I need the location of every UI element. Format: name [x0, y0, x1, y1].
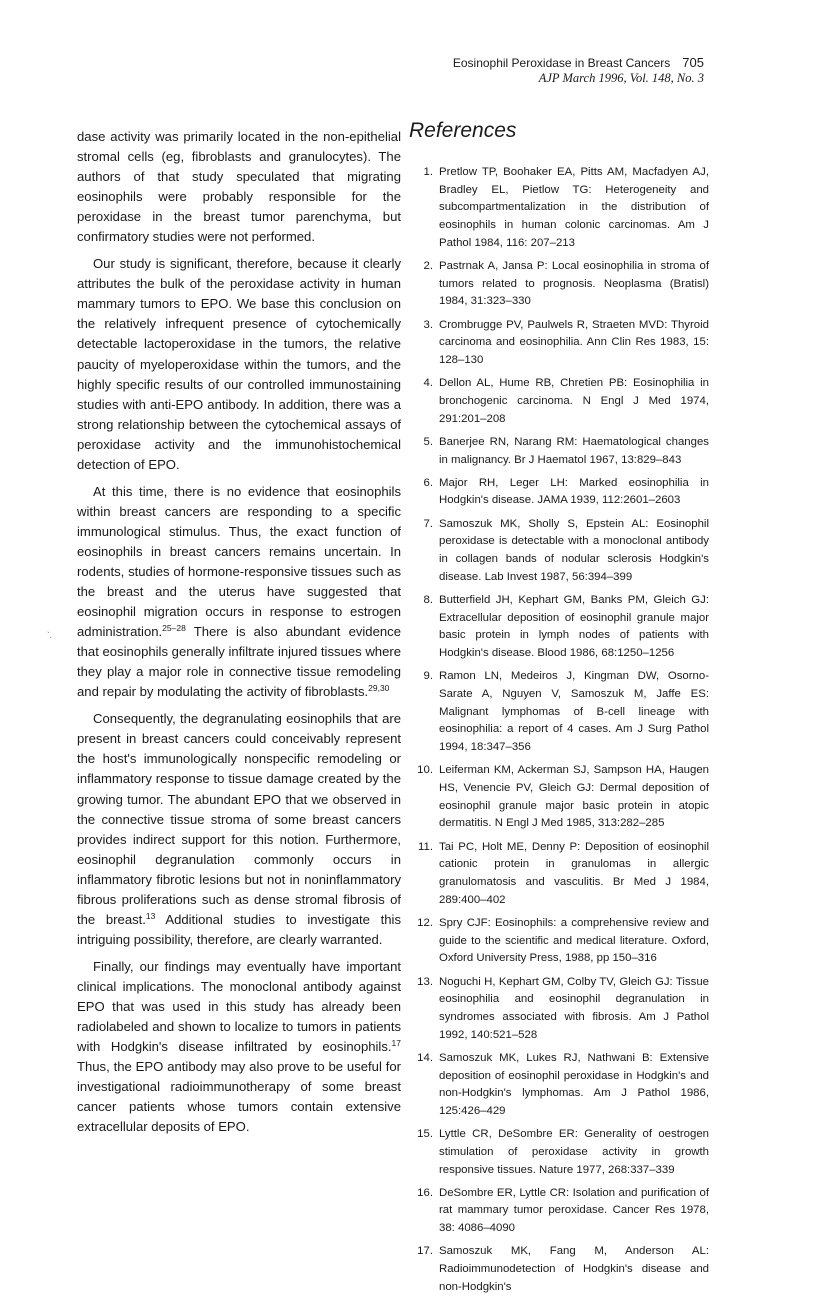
reference-item	[409, 258, 709, 311]
margin-mark: `.	[47, 631, 52, 640]
reference-text: Spry CJF: Eosinophils: a comprehensive review and guide to the scientific and medical literature. Oxford, Oxford University Press, 1988, pp 150–316	[439, 916, 709, 965]
citation-superscript: 13	[145, 910, 156, 921]
reference-text: Tai PC, Holt ME, Denny P: Deposition of eosinophil cationic protein in granulomas in allergic granulomatosis and vasculitis. Br Med J 1984, 289:400–402	[439, 840, 709, 906]
reference-number: 1.	[423, 166, 433, 178]
reference-number: 16.	[417, 1186, 433, 1199]
reference-item	[409, 839, 709, 910]
reference-number: 6.	[423, 476, 433, 489]
reference-number: 4.	[423, 377, 433, 390]
header-title-row	[284, 55, 704, 71]
reference-item	[409, 915, 709, 968]
reference-item	[409, 375, 709, 428]
reference-number: 7.	[423, 517, 433, 530]
reference-item	[409, 475, 709, 510]
reference-item	[409, 1243, 709, 1296]
reference-item	[409, 974, 709, 1045]
reference-item	[409, 1185, 709, 1238]
reference-number: 17.	[417, 1245, 433, 1258]
reference-item	[409, 164, 709, 253]
reference-item	[409, 668, 709, 757]
reference-list	[409, 164, 709, 1296]
paragraph: Finally, our findings may eventually have important clinical implications. The monoclonal antibody against EPO that was used in this study has already been radiolabeled and shown to localize to tumors in patients with Hodgkin's disease infiltrated by eosinophils.$^{17}$ Thus, the EPO antibody may also prove to be useful for investigational radioimmunotherapy of some breast cancer patients whose tumors contain extensive extracellular deposits of EPO.	[77, 958, 401, 1135]
reference-number: 5.	[423, 435, 433, 448]
reference-number: 14.	[417, 1051, 433, 1064]
reference-text: Banerjee RN, Narang RM: Haematological changes in malignancy. Br J Haematol 1967, 13:829–843	[439, 435, 709, 466]
page-number: 705	[682, 55, 704, 70]
reference-item	[409, 516, 709, 587]
reference-text: Samoszuk MK, Sholly S, Epstein AL: Eosinophil peroxidase is detectable with a monoclonal antibody in collagen bands of nodular sclerosis Hodgkin's disease. Lab Invest 1987, 56:394–399	[439, 517, 709, 583]
running-title: Eosinophil Peroxidase in Breast Cancers	[452, 56, 671, 70]
reference-text: Pastrnak A, Jansa P: Local eosinophilia in stroma of tumors related to prognosis. Neoplasma (Bratisl) 1984, 31:323–330	[439, 260, 709, 308]
reference-text: Noguchi H, Kephart GM, Colby TV, Gleich GJ: Tissue eosinophilia and eosinophil degranulation in syndromes associated with fibrosis. Am J Pathol 1992, 140:521–528	[439, 975, 709, 1041]
reference-text: Samoszuk MK, Lukes RJ, Nathwani B: Extensive deposition of eosinophil peroxidase in Hodgkin's and non-Hodgkin's lymphomas. Am J Pathol 1986, 125:426–429	[439, 1051, 709, 1117]
reference-item	[409, 592, 709, 663]
reference-text: Crombrugge PV, Paulwels R, Straeten MVD: Thyroid carcinoma and eosinophilia. Ann Clin Res 1983, 15: 128–130	[439, 318, 709, 367]
reference-text: Leiferman KM, Ackerman SJ, Sampson HA, Haugen HS, Venencie PV, Gleich GJ: Dermal deposition of eosinophil granule major basic protein in atopic dermatitis. N Engl J Med 1985, 313:282–285	[439, 764, 709, 830]
reference-number: 15.	[417, 1128, 433, 1141]
reference-item	[409, 1126, 709, 1179]
references-heading: References	[409, 119, 517, 142]
reference-item	[409, 762, 709, 833]
reference-number: 3.	[423, 318, 433, 331]
citation-superscript: 29,30	[368, 683, 390, 694]
reference-number: 9.	[423, 670, 433, 683]
reference-text: Pretlow TP, Boohaker EA, Pitts AM, Macfadyen AJ, Bradley EL, Pietlow TG: Heterogeneity and subcompartmentalization in the distribution of eosinophils in human colonic carcinomas. Am J Pathol 1984, 116: 207–213	[439, 166, 709, 249]
reference-text: Major RH, Leger LH: Marked eosinophilia in Hodgkin's disease. JAMA 1939, 112:2601–2603	[439, 476, 709, 507]
paragraph: At this time, there is no evidence that eosinophils within breast cancers are responding to a specific immunological stimulus. Thus, the exact function of eosinophils in breast cancers remains uncertain. In rodents, studies of hormone-responsive tissues such as the breast and the uterus have suggested that eosinophil migration occurs in response to estrogen administration.$^{25-28}$ There is also abundant evidence that eosinophils generally infiltrate injured tissues where they play a major role in connective tissue remodeling and repair by modulating the activity of fibroblasts.$^{29,30}$	[77, 483, 401, 700]
reference-text: Lyttle CR, DeSombre ER: Generality of oestrogen stimulation of peroxidase activity in growth responsive tissues. Nature 1977, 268:337–339	[439, 1128, 709, 1176]
journal-info: AJP March 1996, Vol. 148, No. 3	[538, 71, 704, 85]
citation-superscript: 17	[391, 1038, 401, 1049]
reference-text: Dellon AL, Hume RB, Chretien PB: Eosinophilia in bronchogenic carcinoma. N Engl J Med 1974, 291:201–208	[439, 377, 709, 425]
paragraph: Consequently, the degranulating eosinophils that are present in breast cancers could conceivably represent the host's immunologically nonspecific remodeling or inflammatory response to tissue damage created by the growing tumor. The abundant EPO that we observed in the connective tissue stroma of some breast cancers provides indirect support for this notion. Furthermore, eosinophil degranulation commonly occurs in inflammatory fibrotic lesions but not in noninflammatory fibrous proliferations such as dense stromal fibrosis of the breast.$^{13}$ Additional studies to investigate this intriguing possibility, therefore, are clearly warranted.	[77, 711, 401, 947]
paragraph: Our study is significant, therefore, because it clearly attributes the bulk of the peroxidase activity in human mammary tumors to EPO. We base this conclusion on the relatively infrequent presence of cytochemically detectable lactoperoxidase in the tumors, the relative paucity of myeloperoxidase within the tumors, and the highly specific results of our controlled immunostaining studies with anti-EPO antibody. In addition, there was a strong relationship between the cytochemical assays of peroxidase activity and the immunohistochemical detection of EPO.	[77, 256, 401, 472]
running-header	[284, 55, 704, 86]
reference-text: Ramon LN, Medeiros J, Kingman DW, Osorno-Sarate A, Nguyen V, Samoszuk M, Jaffe ES: Malignant lymphomas of B-cell lineage with eosinophilia: a report of 4 cases. Am J Surg Pathol 1994, 18:347–356	[439, 670, 709, 754]
references-column	[409, 118, 709, 1302]
reference-item	[409, 317, 709, 370]
reference-item	[409, 434, 709, 469]
reference-number: 12.	[417, 916, 433, 929]
reference-text: Butterfield JH, Kephart GM, Banks PM, Gleich GJ: Extracellular deposition of eosinophil granule major basic protein in lymph nodes of patients with Hodgkin's disease. Blood 1986, 68:1250–1256	[439, 593, 709, 660]
reference-number: 2.	[423, 260, 433, 273]
body-text-column	[77, 127, 401, 1137]
reference-number: 13.	[417, 975, 433, 988]
reference-number: 10.	[417, 764, 433, 777]
reference-text: DeSombre ER, Lyttle CR: Isolation and purification of rat mammary tumor peroxidase. Cancer Res 1978, 38: 4086–4090	[439, 1186, 709, 1235]
reference-number: 8.	[423, 593, 433, 606]
reference-number: 11.	[418, 840, 433, 853]
reference-item	[409, 1050, 709, 1121]
paragraph: dase activity was primarily located in the non-epithelial stromal cells (eg, fibroblasts and granulocytes). The authors of that study speculated that migrating eosinophils were probably responsible for the peroxidase in the breast tumor parenchyma, but confirmatory studies were not performed.	[77, 129, 401, 245]
reference-text: Samoszuk MK, Fang M, Anderson AL: Radioimmunodetection of Hodgkin's disease and non-Hodgkin's	[439, 1245, 709, 1293]
citation-superscript: 25–28	[162, 623, 186, 634]
